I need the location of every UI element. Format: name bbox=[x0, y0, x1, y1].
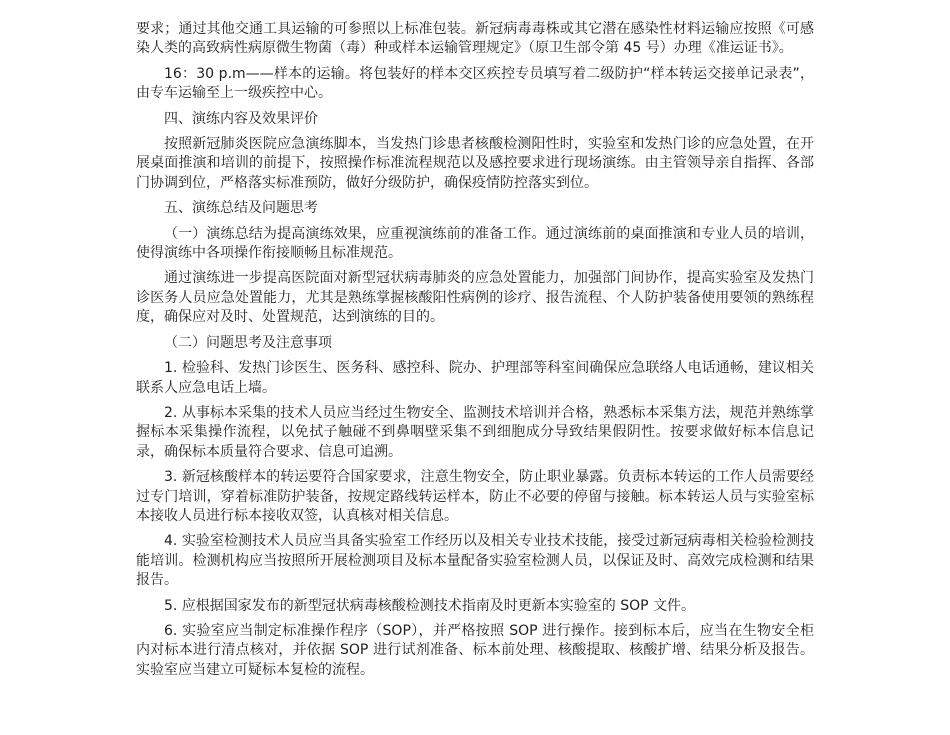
list-item-issue-6: 6. 实验室应当制定标准操作程序（SOP），并严格按照 SOP 进行操作。接到标本后，应当在生物安全柜内对标本进行清点核对，并依据 SOP 进行试剂准备、标本前处理、核酸提取、核酸扩增、结果分析及报告。实验室应当建立可疑标本复检的流程。 bbox=[136, 622, 814, 678]
paragraph-transport-packaging: 要求；通过其他交通工具运输的可参照以上标准包装。新冠病毒毒株或其它潜在感染性材料运输应按照《可感染人类的高致病性病原微生物菌（毒）种或样本运输管理规定》（原卫生部令第 45 号）办理《准运证书》。 bbox=[136, 21, 814, 57]
section-heading-drill-summary: 五、演练总结及问题思考 bbox=[164, 200, 318, 217]
list-item-issue-1: 1. 检验科、发热门诊医生、医务科、感控科、院办、护理部等科室间确保应急联络人电话通畅，建议相关联系人应急电话上墙。 bbox=[136, 360, 814, 396]
subsection-heading-issues: （二）问题思考及注意事项 bbox=[164, 334, 332, 351]
paragraph-sample-transport: 16：30 p.m——样本的运输。将包装好的样本交区疾控专员填写着二级防护“样本转运交接单记录表”，由专车运输至上一级疾控中心。 bbox=[136, 65, 814, 102]
paragraph-summary-preparation: （一）演练总结为提高演练效果，应重视演练前的准备工作。通过演练前的桌面推演和专业人员的培训，使得演练中各项操作衔接顺畅且标准规范。 bbox=[136, 225, 814, 262]
list-item-issue-2: 2. 从事标本采集的技术人员应当经过生物安全、监测技术培训并合格，熟悉标本采集方法，规范并熟练掌握标本采集操作流程，以免拭子触碰不到鼻咽壁采集不到细胞成分导致结果假阴性。按要求做好标本信息记录，确保标本质量符合要求、信息可追溯。 bbox=[136, 404, 814, 460]
list-item-issue-4: 4. 实验室检测技术人员应当具备实验室工作经历以及相关专业技术技能，接受过新冠病毒相关检验检测技能培训。检测机构应当按照所开展检测项目及标本量配备实验室检测人员，以保证及时、高效完成检测和结果报告。 bbox=[136, 533, 814, 589]
list-item-issue-3: 3. 新冠核酸样本的转运要符合国家要求，注意生物安全，防止职业暴露。负责标本转运的工作人员需要经过专门培训，穿着标准防护装备，按规定路线转运样本，防止不必要的停留与接触。标本转运人员与实验室标本接收人员进行标本接收双签，认真核对相关信息。 bbox=[136, 469, 814, 524]
paragraph-drill-script: 按照新冠肺炎医院应急演练脚本，当发热门诊患者核酸检测阳性时，实验室和发热门诊的应急处置，在开展桌面推演和培训的前提下，按照操作标准流程规范以及感控要求进行现场演练。由主管领导亲自指挥、各部门协调到位，严格落实标准预防，做好分级防护，确保疫情防控落实到位。 bbox=[136, 136, 814, 191]
document-page bbox=[136, 20, 814, 686]
paragraph-summary-improvement: 通过演练进一步提高医院面对新型冠状病毒肺炎的应急处置能力，加强部门间协作，提高实验室及发热门诊医务人员应急处置能力，尤其是熟练掌握核酸阳性病例的诊疗、报告流程、个人防护装备使用要领的熟练程度，确保应对及时、处置规范，达到演练的目的。 bbox=[136, 270, 814, 326]
section-heading-drill-content: 四、演练内容及效果评价 bbox=[164, 110, 318, 127]
list-item-issue-5: 5. 应根据国家发布的新型冠状病毒核酸检测技术指南及时更新本实验室的 SOP 文件。 bbox=[164, 597, 696, 614]
